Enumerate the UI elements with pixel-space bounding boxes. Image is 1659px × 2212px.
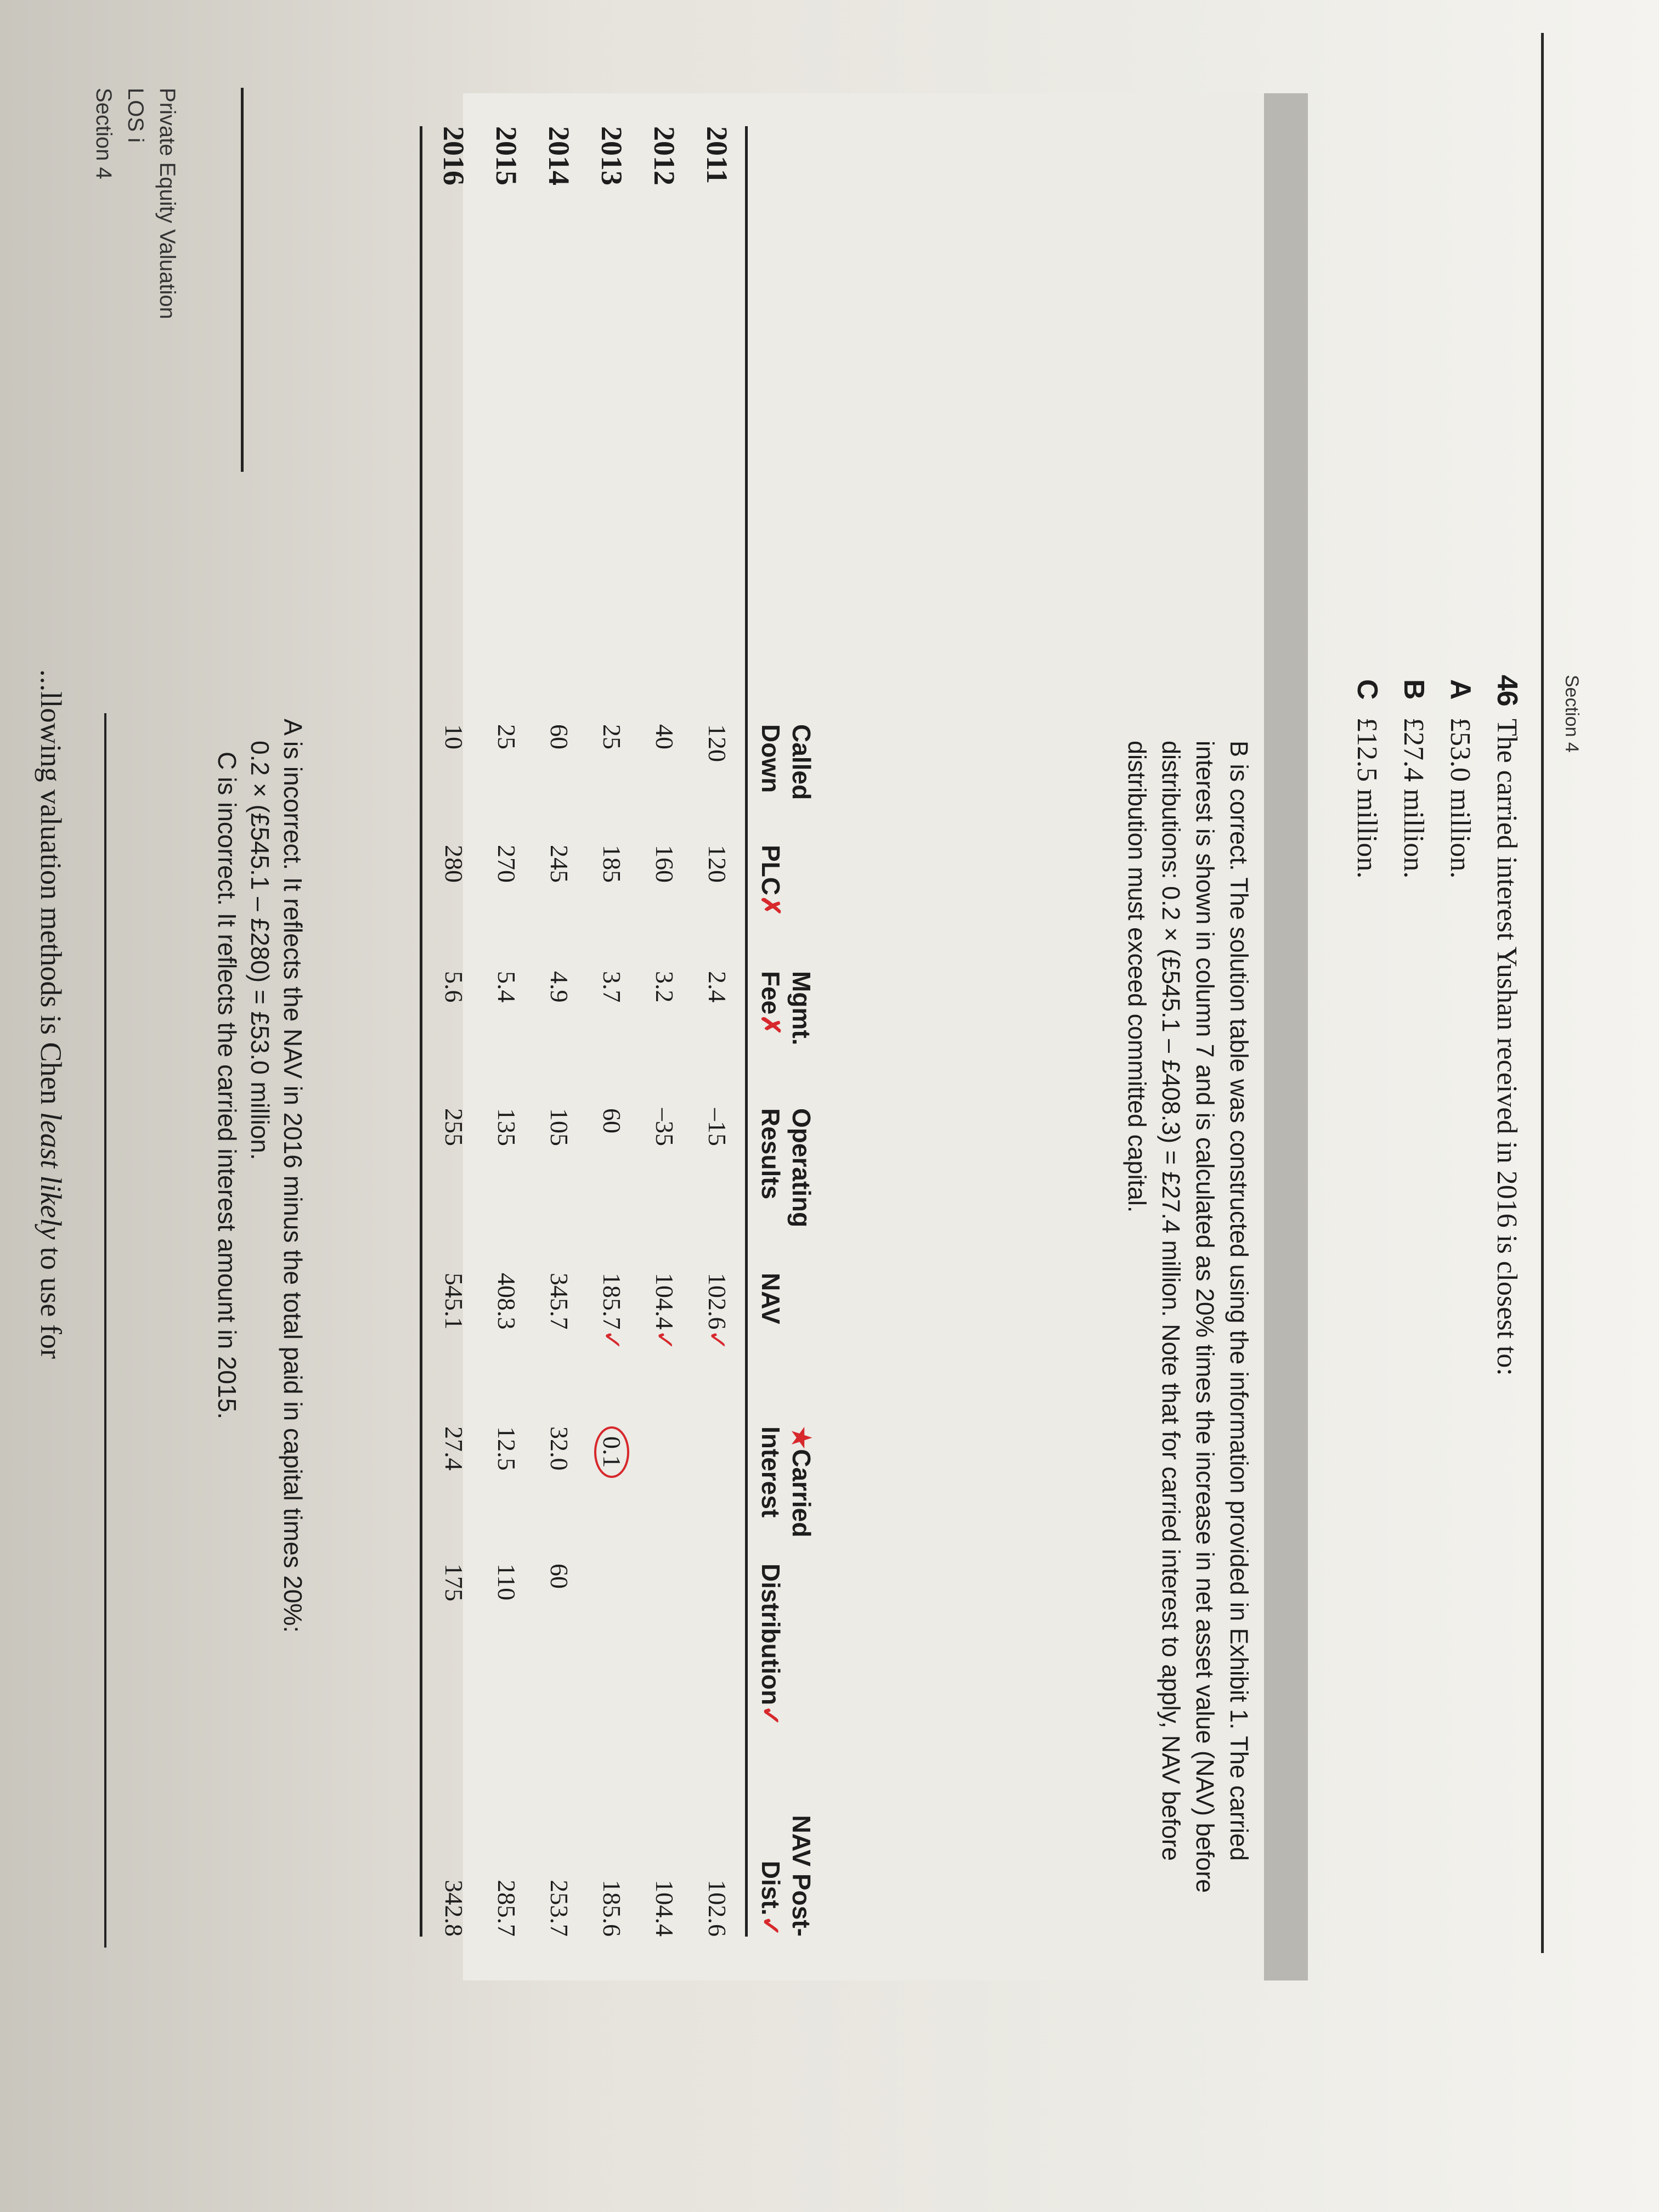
table-cell: 60 <box>545 724 573 749</box>
year-cell: 2014 <box>543 126 575 185</box>
option-c <box>1344 675 1390 1772</box>
table-cell: 25 <box>493 724 521 749</box>
header-rule <box>1541 33 1544 1953</box>
section-divider <box>104 713 106 1948</box>
checkmark-icon: ✗ <box>757 1014 785 1036</box>
solution-intro: B is correct. The solution table was constructed using the information provided in Exhibit 1. The carried interest is shown in column 7 and is calculated as 20% times the increase in net asset value (NAV) before distributions: 0.2 × (£545.1 – £408.3) = £27.4 million. Note that for carried interest to apply, NAV before distribution must exceed committed capital. <box>1123 741 1253 1893</box>
table-cell: 280 <box>421 845 482 971</box>
table-cell: 342.8 <box>421 1750 482 1937</box>
running-header: Section 4 <box>1561 675 1582 753</box>
table-cell: 408.3 <box>493 1273 521 1330</box>
year-cell: 2011 <box>701 126 733 184</box>
table-cell: 12.5 <box>493 1426 521 1471</box>
checkmark-icon: ✓ <box>757 1915 785 1937</box>
checkmark-icon: ✓ <box>703 1329 731 1351</box>
table-cell: 120 <box>703 724 731 762</box>
solution-table <box>420 126 817 1937</box>
table-cell: 10 <box>421 724 482 845</box>
table-cell: –15 <box>703 1108 731 1146</box>
next-question-fragment: ...llowing valuation methods is Chen least likely to use for <box>35 669 67 1359</box>
table-cell: 4.9 <box>545 971 573 1003</box>
answer-explanations <box>211 719 309 1980</box>
table-cell: 40 <box>651 724 679 749</box>
table-cell: 102.6✓ <box>703 1273 731 1351</box>
table-cell: 253.7 <box>545 1880 573 1937</box>
table-cell <box>587 1564 640 1750</box>
footer-reference <box>88 88 183 319</box>
option-text: £53.0 million. <box>1444 718 1476 879</box>
year-cell: 2013 <box>595 126 628 185</box>
checkmark-icon: ✓ <box>598 1329 626 1351</box>
option-text: £27.4 million. <box>1398 718 1429 879</box>
table-cell: 185.7✓ <box>598 1273 626 1351</box>
table-row <box>534 126 587 1937</box>
table-header: Operating Results <box>747 1108 817 1273</box>
table-cell: 185 <box>598 845 626 883</box>
table-cell: –35 <box>651 1108 679 1146</box>
table-cell <box>692 1564 747 1750</box>
explanation-a: A is incorrect. It reflects the NAV in 2016 minus the total paid in capital times 20%: <box>279 719 307 1633</box>
table-cell: 120 <box>703 845 731 883</box>
checkmark-icon: ✓ <box>757 1705 785 1726</box>
table-cell: 32.0 <box>545 1426 573 1471</box>
table-cell: 245 <box>545 845 573 883</box>
checkmark-icon: ✓ <box>651 1329 679 1351</box>
table-cell: 27.4 <box>421 1426 482 1564</box>
table-cell: 25 <box>598 724 626 749</box>
table-header: ★Carried Interest <box>747 1426 817 1564</box>
table-cell: 5.4 <box>493 971 521 1003</box>
footer-los: LOS i <box>123 88 148 143</box>
table-cell: 3.7 <box>598 971 626 1003</box>
footer-section: Section 4 <box>92 88 116 179</box>
table-header: PLC✗ <box>747 845 817 971</box>
table-header-row <box>747 126 817 1937</box>
table-cell: 270 <box>493 845 521 883</box>
table-cell: 110 <box>493 1564 521 1601</box>
table-cell: 104.4 <box>651 1880 679 1937</box>
table-cell: 175 <box>421 1564 482 1750</box>
table-cell: 105 <box>545 1108 573 1146</box>
table-cell: 255 <box>421 1108 482 1273</box>
table-row <box>421 126 482 1937</box>
table-header: Distribution✓ <box>747 1564 817 1750</box>
table-header <box>747 126 817 724</box>
checkmark-icon: ✗ <box>757 895 785 917</box>
table-row <box>692 126 747 1937</box>
table-cell: 2.4 <box>703 971 731 1003</box>
table-cell: 60 <box>598 1108 626 1133</box>
explanation-c: C is incorrect. It reflects the carried interest amount in 2015. <box>213 752 241 1419</box>
table-cell: 285.7 <box>493 1880 521 1937</box>
table-header: NAV <box>747 1273 817 1426</box>
table-cell: 60 <box>545 1564 573 1589</box>
option-text: £12.5 million. <box>1351 718 1383 879</box>
option-letter: B <box>1398 679 1430 700</box>
table-cell: 135 <box>493 1108 521 1146</box>
footer-rule <box>241 88 244 472</box>
table-header: Called Down <box>747 724 817 845</box>
circled-value: 0.1 <box>594 1426 629 1478</box>
year-cell: 2015 <box>490 126 523 185</box>
question-46 <box>1344 675 1530 1772</box>
table-cell: 102.6 <box>703 1880 731 1937</box>
table-cell <box>640 1426 692 1564</box>
table-header: Mgmt. Fee✗ <box>747 971 817 1108</box>
option-letter: C <box>1351 679 1383 700</box>
question-text: The carried interest Yushan received in 2016 is closest to: <box>1491 718 1522 1376</box>
table-cell: 5.6 <box>421 971 482 1108</box>
table-cell: 160 <box>651 845 679 883</box>
table-row <box>587 126 640 1937</box>
table-cell: 3.2 <box>651 971 679 1003</box>
table-cell <box>692 1426 747 1564</box>
option-b <box>1390 675 1437 1772</box>
table-row <box>640 126 692 1937</box>
table-cell: 545.1 <box>421 1273 482 1426</box>
table-row <box>482 126 534 1937</box>
year-cell: 2016 <box>421 126 482 724</box>
table-cell <box>640 1564 692 1750</box>
option-a <box>1437 675 1483 1772</box>
star-icon: ★ <box>787 1426 816 1449</box>
table-cell: 185.6 <box>598 1880 626 1937</box>
table-header: NAV Post-Dist.✓ <box>747 1750 817 1937</box>
table-cell <box>587 1426 640 1564</box>
year-cell: 2012 <box>648 126 681 185</box>
table-cell: 345.7 <box>545 1273 573 1330</box>
table-cell: 104.4✓ <box>651 1273 679 1351</box>
footer-topic: Private Equity Valuation <box>155 88 179 319</box>
explanation-a-formula: 0.2 × (£545.1 – £280) = £53.0 million. <box>246 741 274 1160</box>
question-number: 46 <box>1491 675 1523 707</box>
option-letter: A <box>1444 679 1476 700</box>
